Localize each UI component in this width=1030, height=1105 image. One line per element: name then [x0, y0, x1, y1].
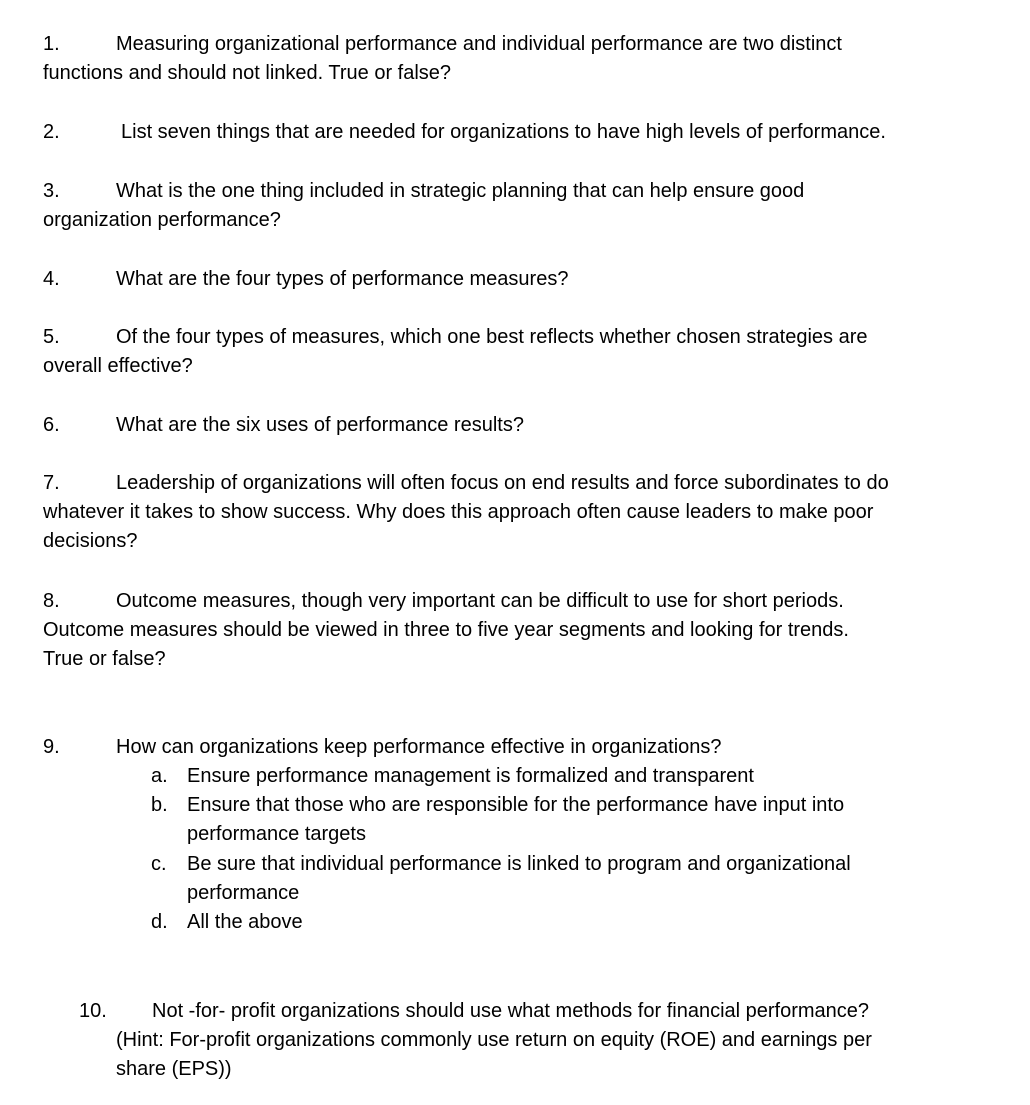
- question-10-continuation: share (EPS)): [116, 1058, 232, 1080]
- question-number: 10.: [79, 1000, 107, 1022]
- question-number: 2.: [43, 121, 60, 143]
- option-letter: b.: [151, 794, 168, 816]
- question-text: Measuring organizational performance and individual performance are two distinct: [116, 33, 842, 55]
- question-1-continuation: functions and should not linked. True or false?: [43, 62, 452, 84]
- question-7-continuation: whatever it takes to show success. Why does this approach often cause leaders to make poor: [43, 501, 874, 523]
- question-10-continuation: (Hint: For-profit organizations commonly use return on equity (ROE) and earnings per: [116, 1029, 872, 1051]
- question-8-continuation: Outcome measures should be viewed in three to five year segments and looking for trends.: [43, 619, 849, 641]
- question-text: Leadership of organizations will often focus on end results and force subordinates to do: [116, 472, 889, 494]
- question-number: 3.: [43, 180, 60, 202]
- question-text: Outcome measures, though very important can be difficult to use for short periods.: [116, 590, 844, 612]
- question-3-continuation: organization performance?: [43, 209, 281, 231]
- option-letter: c.: [151, 853, 167, 875]
- question-8-continuation: True or false?: [43, 648, 166, 670]
- question-text: Of the four types of measures, which one best reflects whether chosen strategies are: [116, 326, 868, 348]
- question-number: 1.: [43, 33, 60, 55]
- question-5-continuation: overall effective?: [43, 355, 193, 377]
- question-text: What is the one thing included in strategic planning that can help ensure good: [116, 180, 805, 202]
- option-letter: d.: [151, 911, 168, 933]
- question-text: What are the four types of performance measures?: [116, 268, 569, 290]
- option-b-continuation: performance targets: [187, 823, 366, 845]
- option-c-continuation: performance: [187, 882, 300, 904]
- question-number: 9.: [43, 736, 60, 758]
- option-text: Be sure that individual performance is linked to program and organizational: [187, 853, 851, 875]
- question-text: How can organizations keep performance effective in organizations?: [116, 736, 722, 758]
- question-7-continuation: decisions?: [43, 530, 138, 552]
- question-number: 8.: [43, 590, 60, 612]
- question-text: Not -for- profit organizations should use what methods for financial performance?: [152, 1000, 870, 1022]
- question-number: 5.: [43, 326, 60, 348]
- question-number: 7.: [43, 472, 60, 494]
- option-letter: a.: [151, 765, 168, 787]
- question-text: What are the six uses of performance results?: [116, 414, 524, 436]
- option-text: Ensure performance management is formalized and transparent: [187, 765, 754, 787]
- question-number: 6.: [43, 414, 60, 436]
- option-text: All the above: [187, 911, 303, 933]
- question-text: List seven things that are needed for organizations to have high levels of performance.: [121, 121, 886, 143]
- option-text: Ensure that those who are responsible for the performance have input into: [187, 794, 845, 816]
- question-number: 4.: [43, 268, 60, 290]
